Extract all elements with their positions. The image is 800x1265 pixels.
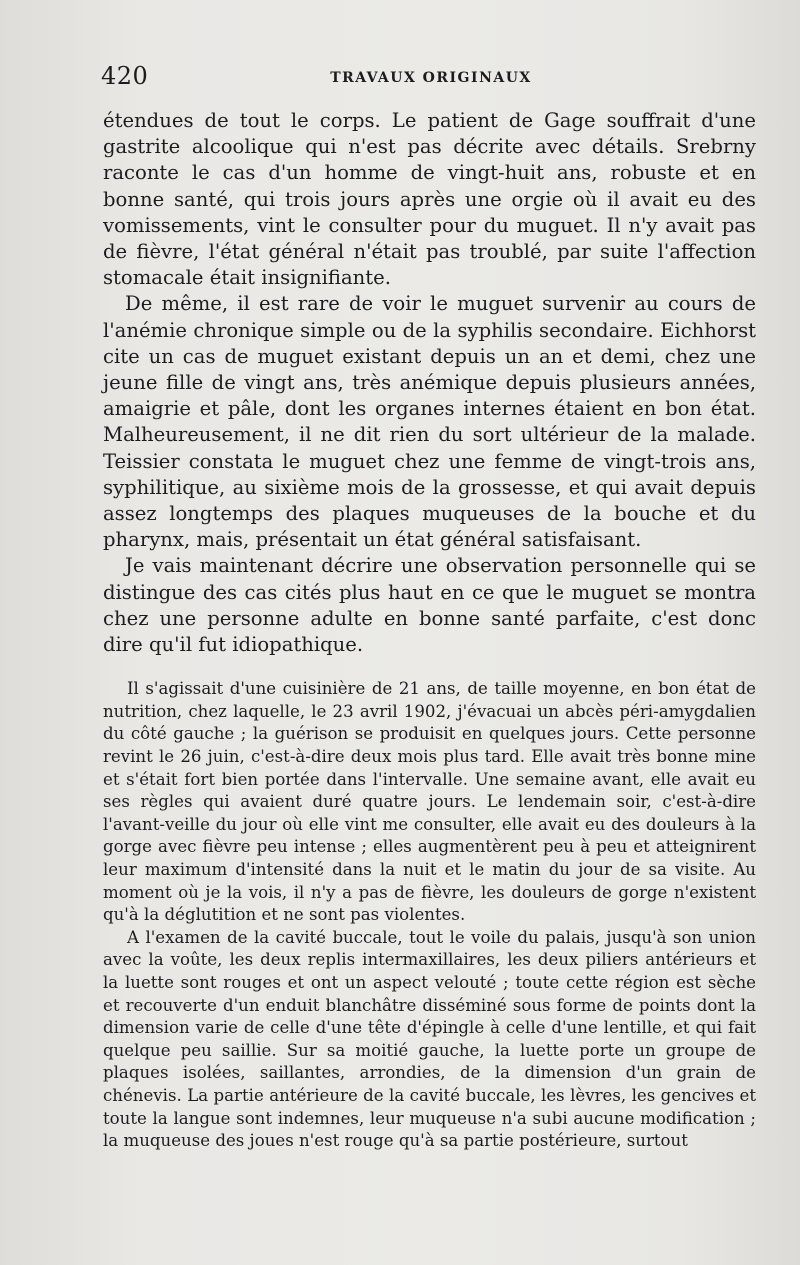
page-number: 420 xyxy=(101,62,149,90)
main-text xyxy=(103,108,756,658)
running-head: TRAVAUX ORIGINAUX xyxy=(330,70,532,86)
paragraph-1: étendues de tout le corps. Le patient de Gage souffrait d'une gastrite alcoolique qui n'est pas décrite avec détails. Srebrny raconte le cas d'un homme de vingt-huit ans, robuste et en bonne santé, qui trois jours après une orgie où il avait eu des vomissements, vint le consulter pour du muguet. Il n'y avait pas de fièvre, l'état général n'était pas troublé, par suite l'affection stomacale était insignifiante. xyxy=(103,109,756,290)
observation-paragraph-1: Il s'agissait d'une cuisinière de 21 ans, de taille moyenne, en bon état de nutrition, chez laquelle, le 23 avril 1902, j'évacuai un abcès péri-amygdalien du côté gauche ; la guérison se produisit en quelques jours. Cette personne revint le 26 juin, c'est-à-dire deux mois plus tard. Elle avait très bonne mine et s'était fort bien portée dans l'intervalle. Une semaine avant, elle avait eu ses règles qui avaient duré quatre jours. Le lendemain soir, c'est-à-dire l'avant-veille du jour où elle vint me consulter, elle avait eu des douleurs à la gorge avec fièvre peu intense ; elles augmentèrent peu à peu et atteignirent leur maximum d'intensité dans la nuit et le matin du jour de sa visite. Au moment où je la vois, il n'y a pas de fièvre, les douleurs de gorge n'existent qu'à la déglutition et ne sont pas violentes. xyxy=(103,679,756,925)
paragraph-2: De même, il est rare de voir le muguet survenir au cours de l'anémie chronique simple ou de la syphilis secondaire. Eichhorst cite un cas de muguet existant depuis un an et demi, chez une jeune fille de vingt ans, très anémique depuis plusieurs années, amaigrie et pâle, dont les organes internes étaient en bon état. Malheureusement, il ne dit rien du sort ultérieur de la malade. Teissier constata le muguet chez une femme de vingt-trois ans, syphilitique, au sixième mois de la grossesse, et qui avait depuis assez longtemps des plaques muqueuses de la bouche et du pharynx, mais, présentait un état général satisfaisant. xyxy=(103,292,756,552)
page-header xyxy=(101,62,761,92)
observation-text xyxy=(103,678,756,1152)
observation-paragraph-2: A l'examen de la cavité buccale, tout le voile du palais, jusqu'à son union avec la voûte, les deux replis intermaxillaires, les deux piliers antérieurs et la luette sont rouges et ont un aspect velouté ; toute cette région est sèche et recouverte d'un enduit blanchâtre disséminé sous forme de points dont la dimension varie de celle d'une tête d'épingle à celle d'une lentille, et qui fait quelque peu saillie. Sur sa moitié gauche, la luette porte un groupe de plaques isolées, saillantes, arrondies, de la dimension d'un grain de chénevis. La partie antérieure de la cavité buccale, les lèvres, les gencives et toute la langue sont indemnes, leur muqueuse n'a subi aucune modification ; la muqueuse des joues n'est rouge qu'à sa partie postérieure, surtout xyxy=(103,927,756,1151)
paragraph-3: Je vais maintenant décrire une observation personnelle qui se distingue des cas cités plus haut en ce que le muguet se montra chez une personne adulte en bonne santé parfaite, c'est donc dire qu'il fut idiopathique. xyxy=(103,554,756,657)
body-text xyxy=(103,108,756,1153)
